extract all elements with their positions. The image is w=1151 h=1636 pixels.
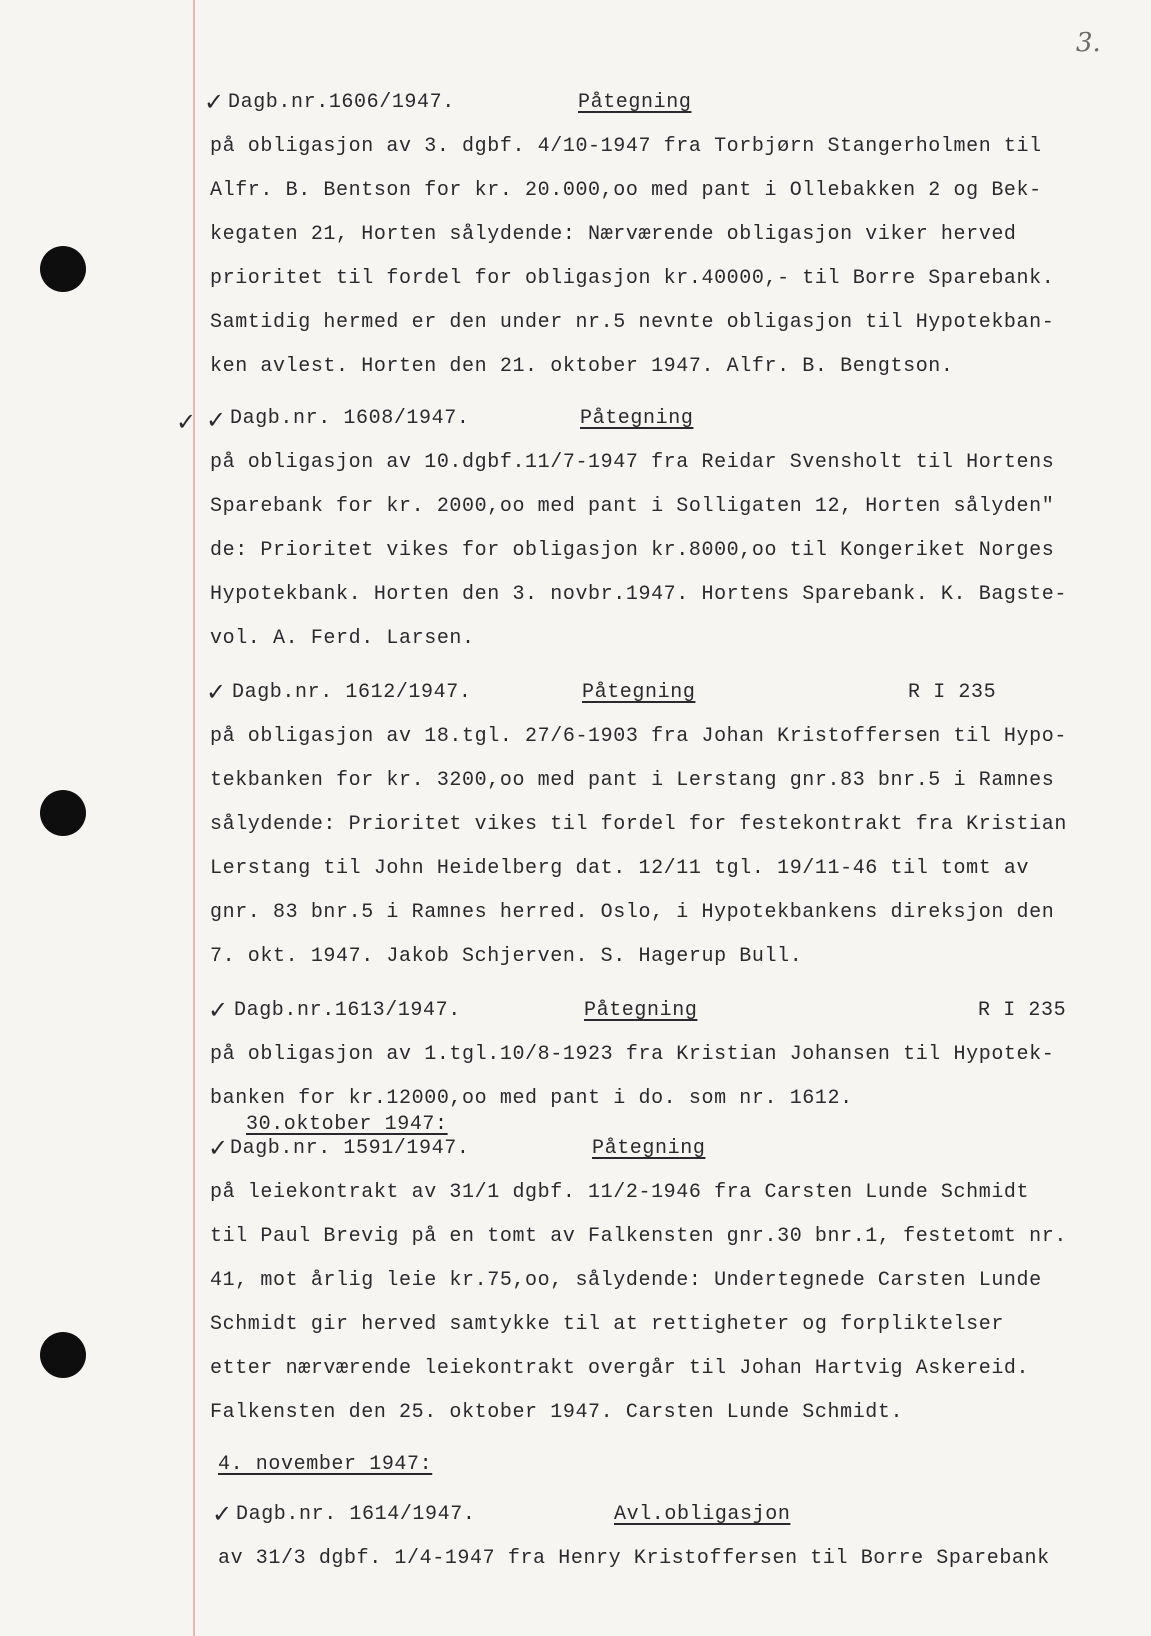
entry-line: på obligasjon av 1.tgl.10/8-1923 fra Kristian Johansen til Hypotek- — [210, 1043, 1055, 1066]
entry-ref: Dagb.nr. 1614/1947. — [236, 1503, 476, 1526]
entry-line: sålydende: Prioritet vikes til fordel for festekontrakt fra Kristian — [210, 813, 1067, 836]
entry-line: på leiekontrakt av 31/1 dgbf. 11/2-1946 fra Carsten Lunde Schmidt — [210, 1181, 1030, 1204]
punch-hole — [40, 246, 86, 292]
date-heading: 4. november 1947: — [218, 1453, 433, 1476]
entry-ref: Dagb.nr. 1591/1947. — [230, 1137, 470, 1160]
check-mark-icon: ✓ — [204, 88, 225, 116]
entry-header — [236, 1502, 1151, 1528]
entry-line: av 31/3 dgbf. 1/4-1947 fra Henry Kristoffersen til Borre Sparebank — [218, 1547, 1050, 1570]
entry-ref: Dagb.nr.1613/1947. — [234, 999, 461, 1022]
entry-line: til Paul Brevig på en tomt av Falkensten gnr.30 bnr.1, festetomt nr. — [210, 1225, 1067, 1248]
entry-line: Hypotekbank. Horten den 3. novbr.1947. Hortens Sparebank. K. Bagste- — [210, 583, 1067, 606]
date-heading: 30.oktober 1947: — [246, 1113, 448, 1136]
entry-header — [230, 1136, 1151, 1162]
entry-heading: Påtegning — [580, 407, 694, 430]
punch-hole — [40, 790, 86, 836]
punch-hole — [40, 1332, 86, 1378]
entry-line: 7. okt. 1947. Jakob Schjerven. S. Hagerup Bull. — [210, 945, 803, 968]
entry-heading: Avl.obligasjon — [614, 1503, 791, 1526]
entry-line: Falkensten den 25. oktober 1947. Carsten Lunde Schmidt. — [210, 1401, 904, 1424]
entry-header — [228, 90, 1151, 116]
entry-ref: Dagb.nr. 1612/1947. — [232, 681, 472, 704]
entry-heading: Påtegning — [592, 1137, 706, 1160]
check-mark-icon: ✓ — [208, 1134, 229, 1162]
entry-ref: Dagb.nr. 1608/1947. — [230, 407, 470, 430]
entry-line: Samtidig hermed er den under nr.5 nevnte obligasjon til Hypotekban- — [210, 311, 1055, 334]
entry-header — [232, 680, 1151, 706]
entry-line: banken for kr.12000,oo med pant i do. som nr. 1612. — [210, 1087, 853, 1110]
entry-line: vol. A. Ferd. Larsen. — [210, 627, 475, 650]
entry-header — [230, 406, 1151, 432]
entry-heading: Påtegning — [578, 91, 692, 114]
entry-ref: Dagb.nr.1606/1947. — [228, 91, 455, 114]
check-mark-icon: ✓ — [208, 996, 229, 1024]
entry-line: kegaten 21, Horten sålydende: Nærværende obligasjon viker herved — [210, 223, 1017, 246]
entry-line: gnr. 83 bnr.5 i Ramnes herred. Oslo, i Hypotekbankens direksjon den — [210, 901, 1055, 924]
entry-right-ref: R I 235 — [908, 681, 997, 704]
entry-line: på obligasjon av 10.dgbf.11/7-1947 fra Reidar Svensholt til Hortens — [210, 451, 1055, 474]
entry-header — [234, 998, 1151, 1024]
entry-line: Alfr. B. Bentson for kr. 20.000,oo med pant i Ollebakken 2 og Bek- — [210, 179, 1042, 202]
entry-line: Sparebank for kr. 2000,oo med pant i Solligaten 12, Horten sålyden" — [210, 495, 1055, 518]
entry-right-ref: R I 235 — [978, 999, 1067, 1022]
entry-line: etter nærværende leiekontrakt overgår til Johan Hartvig Askereid. — [210, 1357, 1030, 1380]
check-mark-icon: ✓ — [176, 408, 197, 436]
entry-line: prioritet til fordel for obligasjon kr.40000,- til Borre Sparebank. — [210, 267, 1055, 290]
check-mark-icon: ✓ — [212, 1500, 233, 1528]
entry-line: Schmidt gir herved samtykke til at rettigheter og forpliktelser — [210, 1313, 1004, 1336]
check-mark-icon: ✓ — [206, 406, 227, 434]
entry-line: tekbanken for kr. 3200,oo med pant i Lerstang gnr.83 bnr.5 i Ramnes — [210, 769, 1055, 792]
check-mark-icon: ✓ — [206, 678, 227, 706]
entry-line: ken avlest. Horten den 21. oktober 1947. Alfr. B. Bengtson. — [210, 355, 954, 378]
entry-heading: Påtegning — [584, 999, 698, 1022]
margin-line — [193, 0, 195, 1636]
entry-line: på obligasjon av 3. dgbf. 4/10-1947 fra Torbjørn Stangerholmen til — [210, 135, 1042, 158]
page-number: 3. — [1076, 28, 1101, 58]
entry-line: de: Prioritet vikes for obligasjon kr.8000,oo til Kongeriket Norges — [210, 539, 1055, 562]
entry-line: på obligasjon av 18.tgl. 27/6-1903 fra Johan Kristoffersen til Hypo- — [210, 725, 1067, 748]
entry-heading: Påtegning — [582, 681, 696, 704]
entry-line: 41, mot årlig leie kr.75,oo, sålydende: Undertegnede Carsten Lunde — [210, 1269, 1042, 1292]
entry-line: Lerstang til John Heidelberg dat. 12/11 tgl. 19/11-46 til tomt av — [210, 857, 1030, 880]
